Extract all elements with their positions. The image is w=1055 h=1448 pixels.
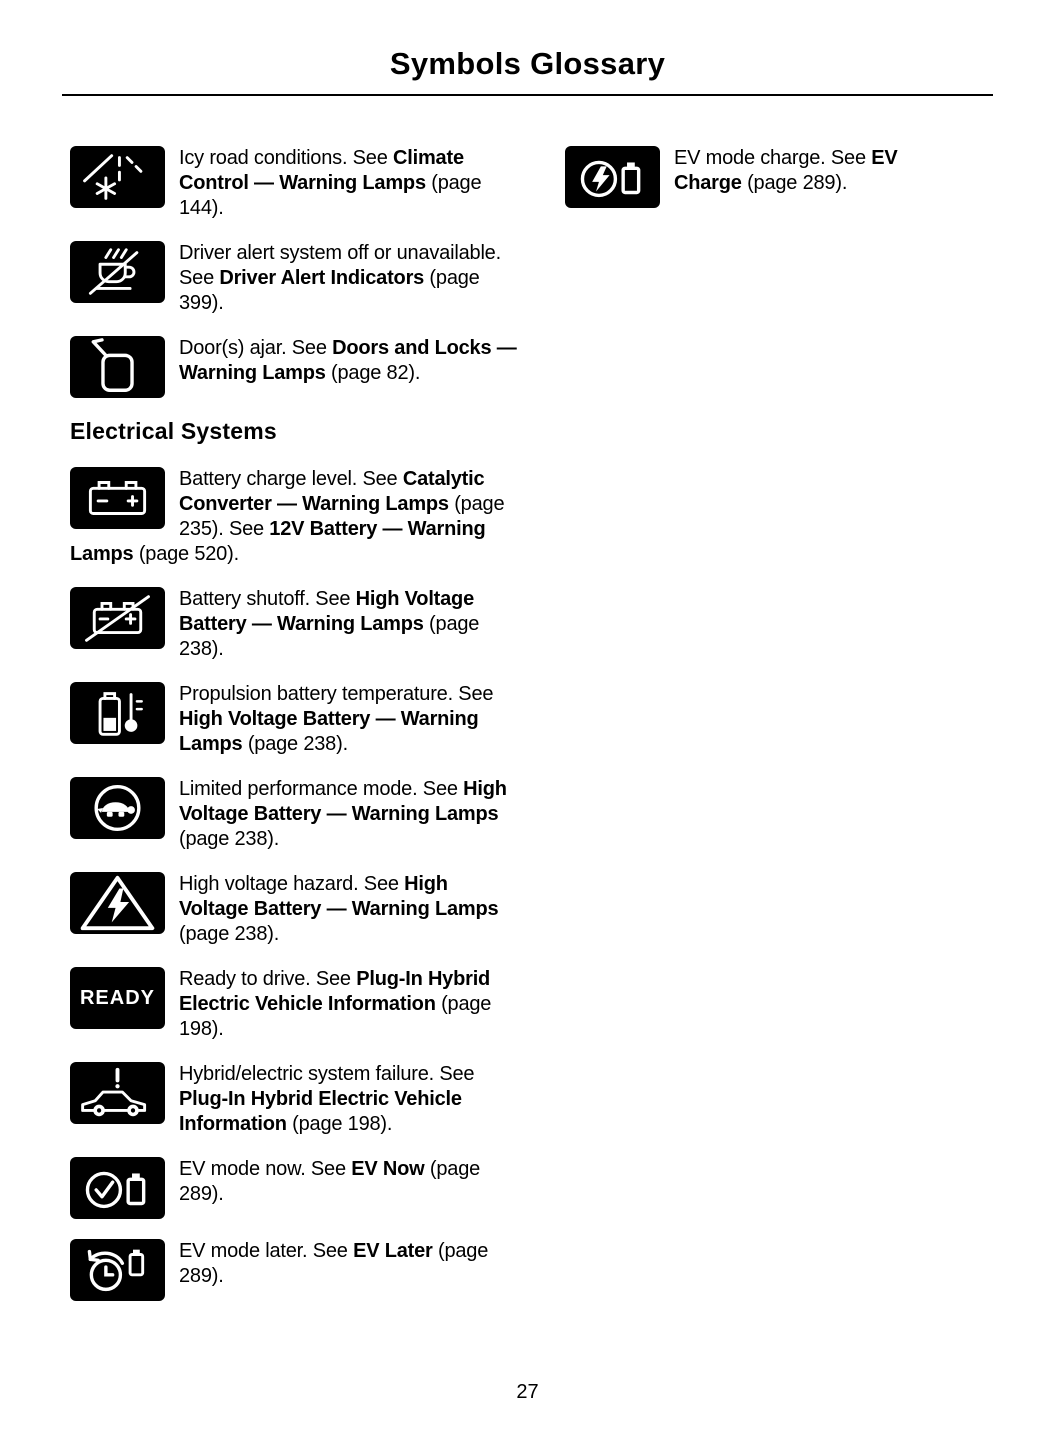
- cross-reference: High Voltage Battery — Warning Lamps: [179, 708, 479, 755]
- glossary-entry: [70, 1239, 522, 1301]
- cross-reference: Driver Alert Indicators: [219, 267, 425, 289]
- description-text: (page 238).: [179, 828, 280, 850]
- ready-label: READY: [79, 986, 155, 1009]
- description-text: (page 82).: [325, 362, 421, 384]
- cross-reference: High Voltage Battery — Warning Lamps: [179, 588, 474, 635]
- glossary-entry: [70, 587, 522, 662]
- left-column: [70, 146, 522, 1321]
- glossary-entry: [70, 967, 522, 1042]
- cross-reference: EV Charge: [674, 147, 898, 194]
- door-ajar-icon: [70, 336, 165, 398]
- glossary-columns: [0, 96, 1055, 1321]
- cross-reference: High Voltage Battery — Warning Lamps: [179, 778, 507, 825]
- description-text: Driver alert system off or unavailable. See: [179, 242, 501, 289]
- glossary-entry: [70, 682, 522, 757]
- ev-later-icon: [70, 1239, 165, 1301]
- description-text: Limited performance mode. See: [179, 778, 464, 800]
- section-heading: Electrical Systems: [70, 418, 277, 444]
- cross-reference: Plug-In Hybrid Electric Vehicle Information: [179, 968, 491, 1015]
- glossary-entry: [70, 1157, 522, 1219]
- description-text: (page 238).: [179, 923, 280, 945]
- glossary-entry: [70, 872, 522, 947]
- description-text: (page 399).: [179, 267, 480, 314]
- cross-reference: Catalytic Converter — Warning Lamps: [179, 468, 485, 515]
- glossary-entry: [565, 146, 965, 208]
- battery-charge-icon: [70, 467, 165, 529]
- cross-reference: EV Now: [351, 1158, 425, 1180]
- description-text: (page 289).: [179, 1240, 489, 1287]
- description-text: Ready to drive. See: [179, 968, 357, 990]
- driver-alert-off-icon: [70, 241, 165, 303]
- battery-temperature-icon: [70, 682, 165, 744]
- cross-reference: High Voltage Battery — Warning Lamps: [179, 873, 499, 920]
- description-text: (page 238).: [242, 733, 348, 755]
- high-voltage-hazard-icon: [70, 872, 165, 934]
- description-text: (page 198).: [179, 993, 492, 1040]
- description-text: Hybrid/electric system failure. See: [179, 1063, 475, 1085]
- icy-road-icon: [70, 146, 165, 208]
- description-text: (page 235). See: [179, 493, 505, 540]
- cross-reference: Climate Control — Warning Lamps: [179, 147, 464, 194]
- cross-reference: EV Later: [353, 1240, 433, 1262]
- cross-reference: 12V Battery — Warning Lamps: [70, 518, 486, 565]
- description-text: Door(s) ajar. See: [179, 337, 333, 359]
- description-text: Battery shutoff. See: [179, 588, 356, 610]
- description-text: (page 238).: [179, 613, 480, 660]
- glossary-entry: [70, 467, 522, 567]
- right-column: [565, 146, 965, 228]
- page-title: Symbols Glossary: [389, 46, 666, 81]
- glossary-entry: [70, 146, 522, 221]
- ev-charge-icon: [565, 146, 660, 208]
- description-text: High voltage hazard. See: [179, 873, 405, 895]
- cross-reference: Doors and Locks — Warning Lamps: [179, 337, 517, 384]
- description-text: Battery charge level. See: [179, 468, 403, 490]
- description-text: EV mode later. See: [179, 1240, 354, 1262]
- glossary-entry: [70, 241, 522, 316]
- glossary-entry: [70, 777, 522, 852]
- description-text: (page 520).: [133, 543, 239, 565]
- battery-shutoff-icon: [70, 587, 165, 649]
- hybrid-system-failure-icon: [70, 1062, 165, 1124]
- description-text: Propulsion battery temperature. See: [179, 683, 494, 705]
- glossary-entry: [70, 336, 522, 398]
- description-text: (page 198).: [286, 1113, 393, 1135]
- description-text: EV mode charge. See: [674, 147, 872, 169]
- description-text: EV mode now. See: [179, 1158, 352, 1180]
- description-text: Icy road conditions. See: [179, 147, 394, 169]
- description-text: (page 289).: [179, 1158, 481, 1205]
- page-number: 27: [516, 1381, 539, 1403]
- description-text: (page 144).: [179, 172, 482, 219]
- description-text: (page 289).: [741, 172, 848, 194]
- ready-indicator-icon: [70, 967, 165, 1029]
- cross-reference: Plug-In Hybrid Electric Vehicle Information: [179, 1088, 462, 1135]
- ev-now-icon: [70, 1157, 165, 1219]
- glossary-entry: [70, 1062, 522, 1137]
- limited-performance-turtle-icon: [70, 777, 165, 839]
